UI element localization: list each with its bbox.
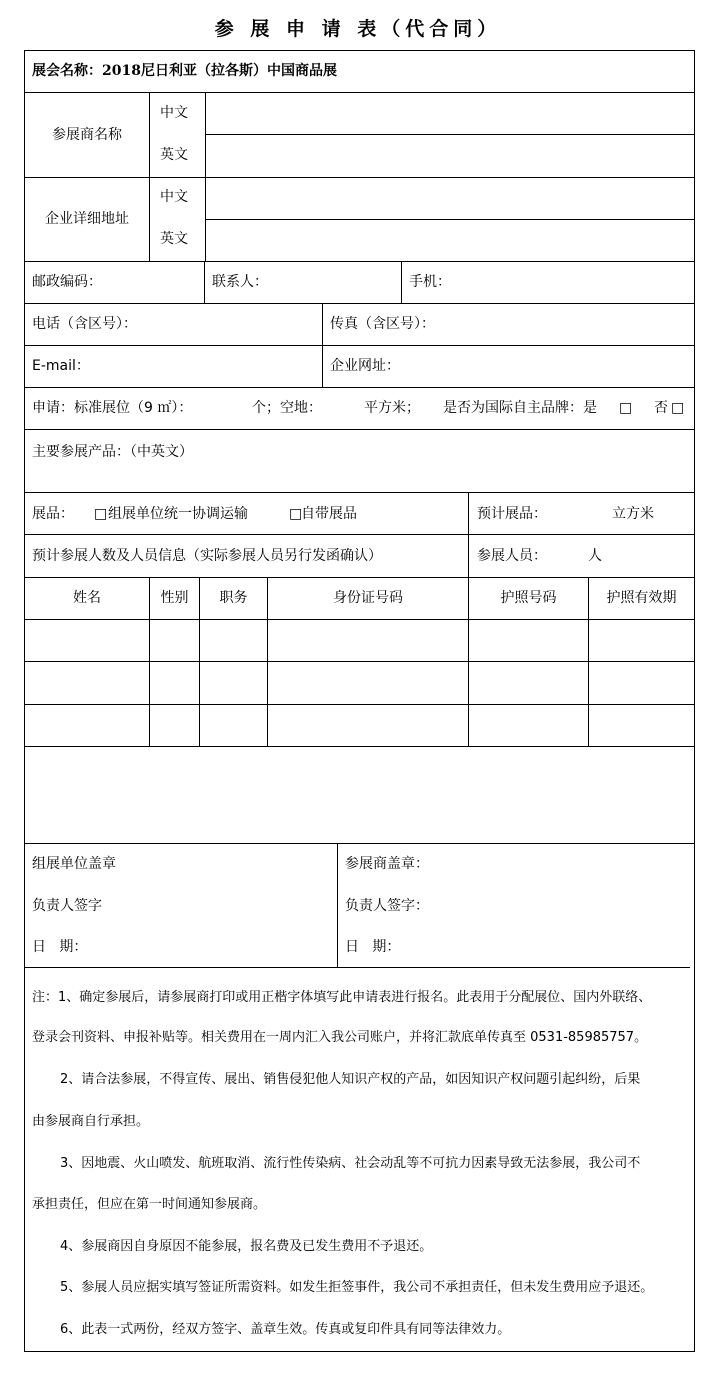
exhibitor-name-en-label: 英文 xyxy=(160,147,188,163)
mobile-label: 手机： xyxy=(409,274,451,290)
brand-yes-checkbox[interactable]: □ xyxy=(619,400,633,416)
organizer-sign-label: 负责人签字 xyxy=(32,898,102,914)
postal-code-label: 邮政编码： xyxy=(32,274,102,290)
brand-no-label: 否 xyxy=(654,400,668,416)
attendees-count-label: 参展人员： xyxy=(477,548,547,564)
header-passport-expiry: 护照有效期 xyxy=(606,590,677,606)
exhibits-label: 展品： xyxy=(32,506,74,522)
table-row[interactable] xyxy=(25,620,694,660)
table-row[interactable] xyxy=(25,662,694,703)
note-line: 5、参展人员应据实填写签证所需资料。如发生拒签事件，我公司不承担责任，但未发生费用应予退还。 xyxy=(60,1280,654,1295)
exhibitor-name-label: 参展商名称 xyxy=(52,127,122,143)
exhibit-option1-checkbox[interactable]: □ xyxy=(94,506,108,522)
note-line: 6、此表一式两份，经双方签字、盖章生效。传真或复印件具有同等法律效力。 xyxy=(60,1322,511,1337)
exhibit-option2-label: 自带展品 xyxy=(301,506,357,522)
website-label: 企业网址： xyxy=(330,358,400,374)
company-address-cn-field[interactable] xyxy=(207,179,693,218)
exhibit-option2-checkbox[interactable]: □ xyxy=(289,506,303,522)
exhibitor-seal-label: 参展商盖章： xyxy=(345,856,429,872)
company-address-label: 企业详细地址 xyxy=(45,211,129,227)
note-line: 由参展商自行承担。 xyxy=(32,1114,150,1129)
note-line: 注：1、确定参展后，请参展商打印或用正楷字体填写此申请表进行报名。此表用于分配展位、国内外联络、 xyxy=(32,990,652,1005)
header-passport-number: 护照号码 xyxy=(500,590,557,606)
expo-name: 展会名称：2018尼日利亚（拉各斯）中国商品展 xyxy=(32,63,337,79)
header-id-number: 身份证号码 xyxy=(333,590,403,606)
organizer-date-label: 日 期： xyxy=(32,939,88,955)
form-title: 参 展 申 请 表（代合同） xyxy=(214,18,502,40)
booth-unit-area: 平方米； xyxy=(364,400,420,416)
header-name: 姓名 xyxy=(73,590,101,606)
email-label: E-mail： xyxy=(32,358,90,374)
note-line: 承担责任，但应在第一时间通知参展商。 xyxy=(32,1197,267,1212)
contact-label: 联系人： xyxy=(212,274,268,290)
exhibitor-name-cn-field[interactable] xyxy=(207,94,693,133)
note-line: 4、参展商因自身原因不能参展，报名费及已发生费用不予退还。 xyxy=(60,1239,433,1254)
company-address-cn-label: 中文 xyxy=(160,189,188,205)
booth-request-label: 申请：标准展位（9 ㎡）： xyxy=(32,400,193,416)
note-line: 3、因地震、火山喷发、航班取消、流行性传染病、社会动乱等不可抗力因素导致无法参展，我公司不 xyxy=(60,1156,641,1171)
main-products-label: 主要参展产品：（中英文） xyxy=(32,444,193,460)
exhibit-option1-label: 组展单位统一协调运输 xyxy=(108,506,248,522)
phone-label: 电话（含区号）： xyxy=(32,316,137,332)
company-address-en-field[interactable] xyxy=(207,221,693,260)
blank-area[interactable] xyxy=(25,747,694,842)
exhibitor-date-label: 日 期： xyxy=(345,939,401,955)
brand-no-checkbox[interactable]: □ xyxy=(671,400,685,416)
exhibitor-name-en-field[interactable] xyxy=(207,136,693,176)
booth-unit-count: 个；空地： xyxy=(252,400,322,416)
exhibitor-name-cn-label: 中文 xyxy=(160,105,188,121)
attendees-info-label: 预计参展人数及人员信息（实际参展人员另行发函确认） xyxy=(32,548,382,564)
note-line: 2、请合法参展，不得宣传、展出、销售侵犯他人知识产权的产品，如因知识产权问题引起纠纷，后果 xyxy=(60,1072,641,1087)
exhibit-estimate-unit: 立方米 xyxy=(612,506,654,522)
fax-label: 传真（含区号）： xyxy=(330,316,435,332)
organizer-seal-label: 组展单位盖章 xyxy=(32,856,116,872)
note-line: 登录会刊资料、申报补贴等。相关费用在一周内汇入我公司账户，并将汇款底单传真至 0531-85985757。 xyxy=(32,1030,648,1045)
table-row[interactable] xyxy=(25,705,694,745)
brand-question: 是否为国际自主品牌：是 xyxy=(443,400,597,416)
exhibit-estimate-label: 预计展品： xyxy=(477,506,547,522)
header-gender: 性别 xyxy=(160,590,189,606)
exhibitor-sign-label: 负责人签字： xyxy=(345,898,429,914)
attendees-count-unit: 人 xyxy=(588,548,602,564)
header-position: 职务 xyxy=(219,590,248,606)
company-address-en-label: 英文 xyxy=(160,231,188,247)
